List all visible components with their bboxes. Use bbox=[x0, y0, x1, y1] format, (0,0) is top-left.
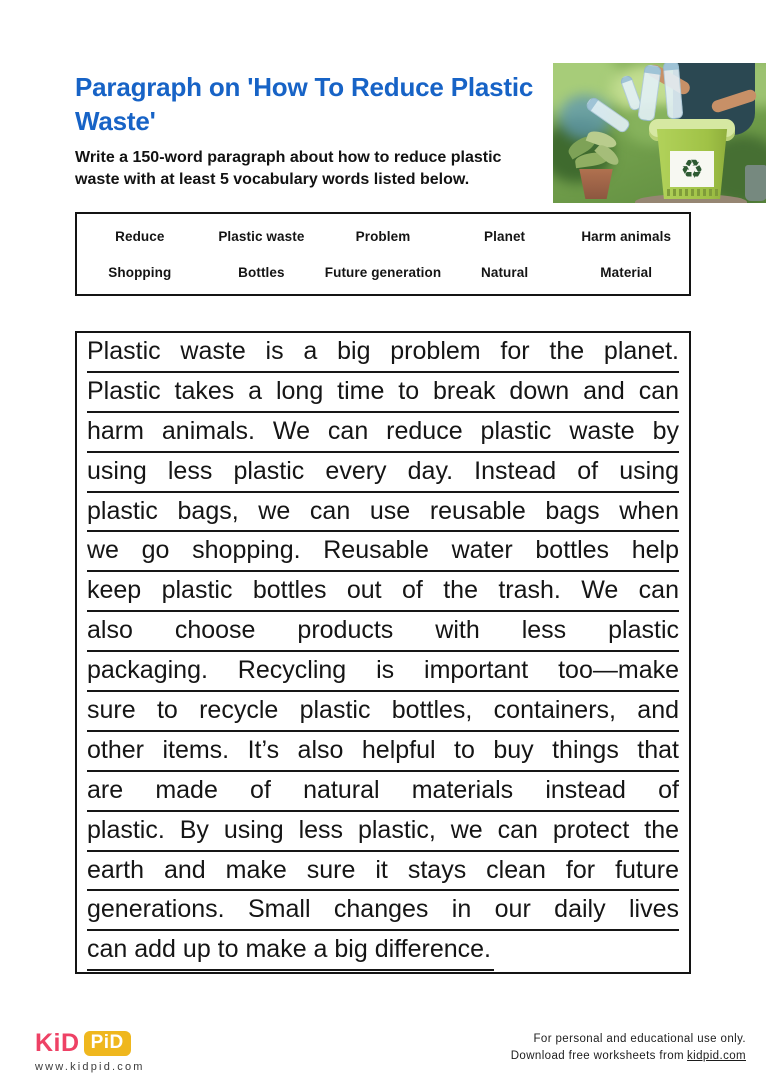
vocab-word-reduce: Reduce bbox=[115, 228, 165, 244]
recycle-label bbox=[670, 151, 714, 187]
download-link[interactable]: kidpid.com bbox=[687, 1050, 746, 1062]
vocab-word-planet: Planet bbox=[484, 228, 526, 244]
vocab-word-harm-animals: Harm animals bbox=[581, 228, 672, 244]
instruction-line-1: Write a 150-word paragraph about how to reduce plastic bbox=[75, 149, 502, 166]
recycle-icon: ♻ bbox=[680, 154, 704, 184]
paragraph-box bbox=[75, 331, 691, 974]
paragraph-line: earth and make sure it stays clean for future bbox=[87, 852, 679, 892]
instruction-line-2: waste with at least 5 vocabulary words listed below. bbox=[75, 171, 470, 188]
plant-pot bbox=[745, 165, 766, 201]
paragraph-line: packaging. Recycling is important too—make bbox=[87, 652, 679, 692]
instruction-text bbox=[75, 147, 501, 191]
paragraph-line-last: can add up to make a big difference. bbox=[87, 931, 494, 971]
logo-pid-badge: PiD bbox=[84, 1031, 131, 1056]
vocab-word-plastic-waste: Plastic waste bbox=[218, 228, 305, 244]
vocab-word-natural: Natural bbox=[480, 264, 529, 280]
paragraph-line: using less plastic every day. Instead of using bbox=[87, 453, 679, 493]
vocab-word-bottles: Bottles bbox=[238, 264, 285, 280]
vocabulary-box bbox=[75, 212, 691, 296]
kidpid-logo bbox=[35, 1029, 145, 1073]
paragraph-line: harm animals. We can reduce plastic waste by bbox=[87, 413, 679, 453]
paragraph-line: we go shopping. Reusable water bottles help bbox=[87, 532, 679, 572]
paragraph-line: plastic. By using less plastic, we can protect the bbox=[87, 812, 679, 852]
paragraph-line: also choose products with less plastic bbox=[87, 612, 679, 652]
website-url: www.kidpid.com bbox=[35, 1061, 145, 1073]
page-title bbox=[75, 70, 533, 138]
logo-kid-text: KiD bbox=[35, 1029, 80, 1057]
download-note: Download free worksheets from bbox=[510, 1050, 685, 1062]
vocab-word-problem: Problem bbox=[355, 228, 411, 244]
paragraph-line: sure to recycle plastic bottles, containers, and bbox=[87, 692, 679, 732]
paragraph-line: keep plastic bottles out of the trash. We can bbox=[87, 572, 679, 612]
vocab-word-shopping: Shopping bbox=[108, 264, 172, 280]
paragraph-line: plastic bags, we can use reusable bags when bbox=[87, 493, 679, 533]
plant-pot bbox=[577, 169, 615, 199]
paragraph-line: are made of natural materials instead of bbox=[87, 772, 679, 812]
download-note-line bbox=[511, 1048, 746, 1065]
paragraph-line: Plastic waste is a big problem for the planet. bbox=[87, 333, 679, 373]
bin-slots bbox=[667, 189, 719, 196]
paragraph-line: generations. Small changes in our daily lives bbox=[87, 891, 679, 931]
footer-note bbox=[511, 1031, 746, 1065]
paragraph-line: other items. It’s also helpful to buy things that bbox=[87, 732, 679, 772]
usage-note: For personal and educational use only. bbox=[533, 1033, 746, 1045]
vocab-word-future-generation: Future generation bbox=[324, 264, 442, 280]
hero-image bbox=[553, 63, 766, 203]
paragraph-line: Plastic takes a long time to break down and can bbox=[87, 373, 679, 413]
page-title-line-1: Paragraph on 'How To Reduce Plastic bbox=[75, 72, 534, 102]
page-title-line-2: Waste' bbox=[75, 106, 156, 136]
vocab-word-material: Material bbox=[600, 264, 653, 280]
